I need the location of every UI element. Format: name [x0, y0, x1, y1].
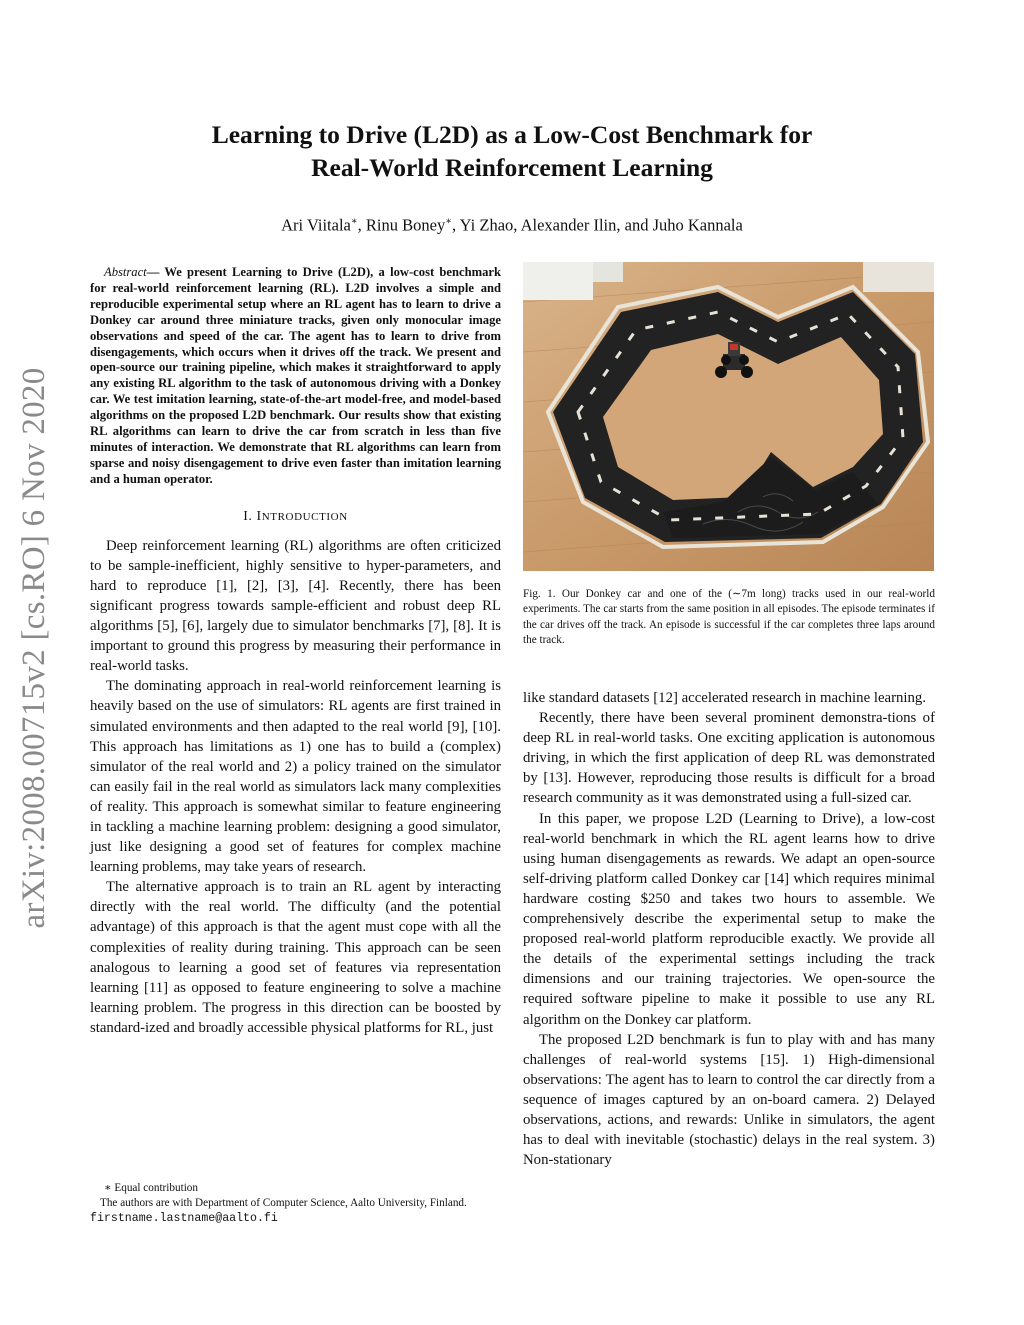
paragraph: Recently, there have been several prominent demonstra-tions of deep RL in real-world tasks. One exciting application is autonomous driving, in which the first application of deep RL was demonstrated by [13]. However, reproducing those results is difficult for a broad research community as it was demonstrated using a full-sized car. — [523, 710, 935, 807]
abstract — [90, 265, 501, 488]
left-column — [90, 265, 501, 1038]
figure-caption: Fig. 1. Our Donkey car and one of the (∼7m long) tracks used in our real-world experiments. The car starts from the same position in all episodes. The episode terminates if the car drives off the track. An episode is successful if the car completes three laps around the track. — [523, 588, 935, 646]
figure-track-photo — [523, 262, 934, 571]
author-names-rest: Yi Zhao, Alexander Ilin, and Juho Kannala — [459, 215, 743, 235]
right-column — [523, 688, 935, 1170]
section-initial: I — [256, 507, 262, 523]
paragraph: like standard datasets [12] accelerated research in machine learning. — [523, 690, 927, 706]
equal-contribution-mark: ∗ — [350, 216, 358, 227]
paragraph: Deep reinforcement learning (RL) algorithms are often criticized to be sample-inefficient, highly sensitive to hyper-parameters, and hard to reproduce [1], [2], [3], [4]. Recently, there has been significant progress towards sample-efficient and robust deep RL algorithms [5], [6], largely due to simulator benchmarks [7], [8]. It is important to ground this progress by measuring their performance in real-world tasks. — [90, 537, 501, 675]
footnote-text: Equal contribution — [114, 1182, 198, 1194]
footnote-equal-contribution — [90, 1181, 501, 1196]
paragraph: In this paper, we propose L2D (Learning to Drive), a low-cost real-world benchmark in which the RL agent learns how to drive using human disengagements as rewards. We adapt an open-source self-driving platform called Donkey car [14] which requires minimal hardware costing $250 and takes two hours to assemble. We comprehensively describe the experimental setup to make the proposed real-world platform reproducible exactly. We provide all the details of the experimental settings including the track dimensions and our training trajectories. We open-source the required software pipeline to make it possible to use any RL algorithm on the Donkey car platform. — [523, 810, 935, 1028]
title-line-2: Real-World Reinforcement Learning — [311, 153, 713, 182]
abstract-dash: — — [146, 265, 165, 279]
footnote-affiliation — [90, 1196, 501, 1226]
paragraph: The alternative approach is to train an RL agent by interacting directly with the real world. The difficulty (and the potential advantage) of this approach is that the agent must cope with all the complexities of reality during training. This approach can be seen analogous to learning a good set of features via representation learning [11] as opposed to feature engineering to solve a machine learning problem. The progress in this direction can be boosted by standard-ized and broadly accessible physical platforms for RL, just — [90, 879, 501, 1036]
footnotes — [90, 1181, 501, 1226]
section-smallcaps: NTRODUCTION — [261, 510, 348, 523]
author-name: Ari Viitala — [281, 215, 351, 235]
author-list: Ari Viitala∗, Rinu Boney∗, Yi Zhao, Alexander Ilin, and Juho Kannala — [281, 215, 743, 235]
abstract-text: We present Learning to Drive (L2D), a low-cost benchmark for real-world reinforcement learning (RL). L2D involves a simple and reproducible experimental setup where an RL agent has to learn to drive a Donkey car around three miniature tracks, given only monocular image observations and speed of the car. The agent has to learn to drive from disengagements, which occurs when it drives off the track. We present and open-source our training pipeline, which makes it straightforward to apply any existing RL algorithm to the task of autonomous driving with a Donkey car. We test imitation learning, state-of-the-art model-free, and model-based algorithms on the proposed L2D benchmark. Our results show that existing RL algorithms can learn to drive the car from scratch in less than five minutes of interaction. We demonstrate that RL algorithms can learn from sparse and noisy disengagement to drive even faster than imitation learning and a human operator. — [90, 265, 501, 486]
paragraph: The proposed L2D benchmark is fun to play with and has many challenges of real-world systems [15]. 1) High-dimensional observations: The agent has to learn to control the car directly from a sequence of images captured by an on-board camera. 2) Delayed observations, actions, and rewards: Unlike in simulators, the agent has to deal with inevitable (stochastic) delays in the real system. 3) Non-stationary — [523, 1031, 935, 1169]
abstract-label: Abstract — [104, 265, 147, 279]
paper-title — [120, 118, 904, 184]
title-line-1: Learning to Drive (L2D) as a Low-Cost Benchmark for — [211, 120, 813, 149]
arxiv-identifier-stamp: arXiv:2008.00715v2 [cs.RO] 6 Nov 2020 — [16, 367, 52, 929]
footnote-text: The authors are with Department of Computer Science, Aalto University, Finland. — [100, 1197, 467, 1209]
author-name: Rinu Boney — [365, 215, 446, 235]
paragraph: The dominating approach in real-world reinforcement learning is heavily based on the use of simulators: RL agents are first trained in simulated environments and then adapted to the real world [9], [10]. This approach has limitations as 1) one has to build a (complex) simulator of the real world and 2) a policy trained on the simulator can easily fail in the real world as simulators lack many complexities of reality. This approach is somewhat similar to feature engineering in tackling a machine learning problem: designing a good simulator, just like designing a good set of features for complex machine learning problems, may take years of research. — [90, 678, 501, 876]
track-photo-illustration — [523, 262, 934, 571]
author-email: firstname.lastname@aalto.fi — [90, 1212, 278, 1225]
section-heading-introduction — [90, 508, 501, 524]
footnote-mark: ∗ — [104, 1182, 112, 1194]
section-numeral: I. — [243, 507, 257, 523]
equal-contribution-mark: ∗ — [445, 216, 453, 227]
